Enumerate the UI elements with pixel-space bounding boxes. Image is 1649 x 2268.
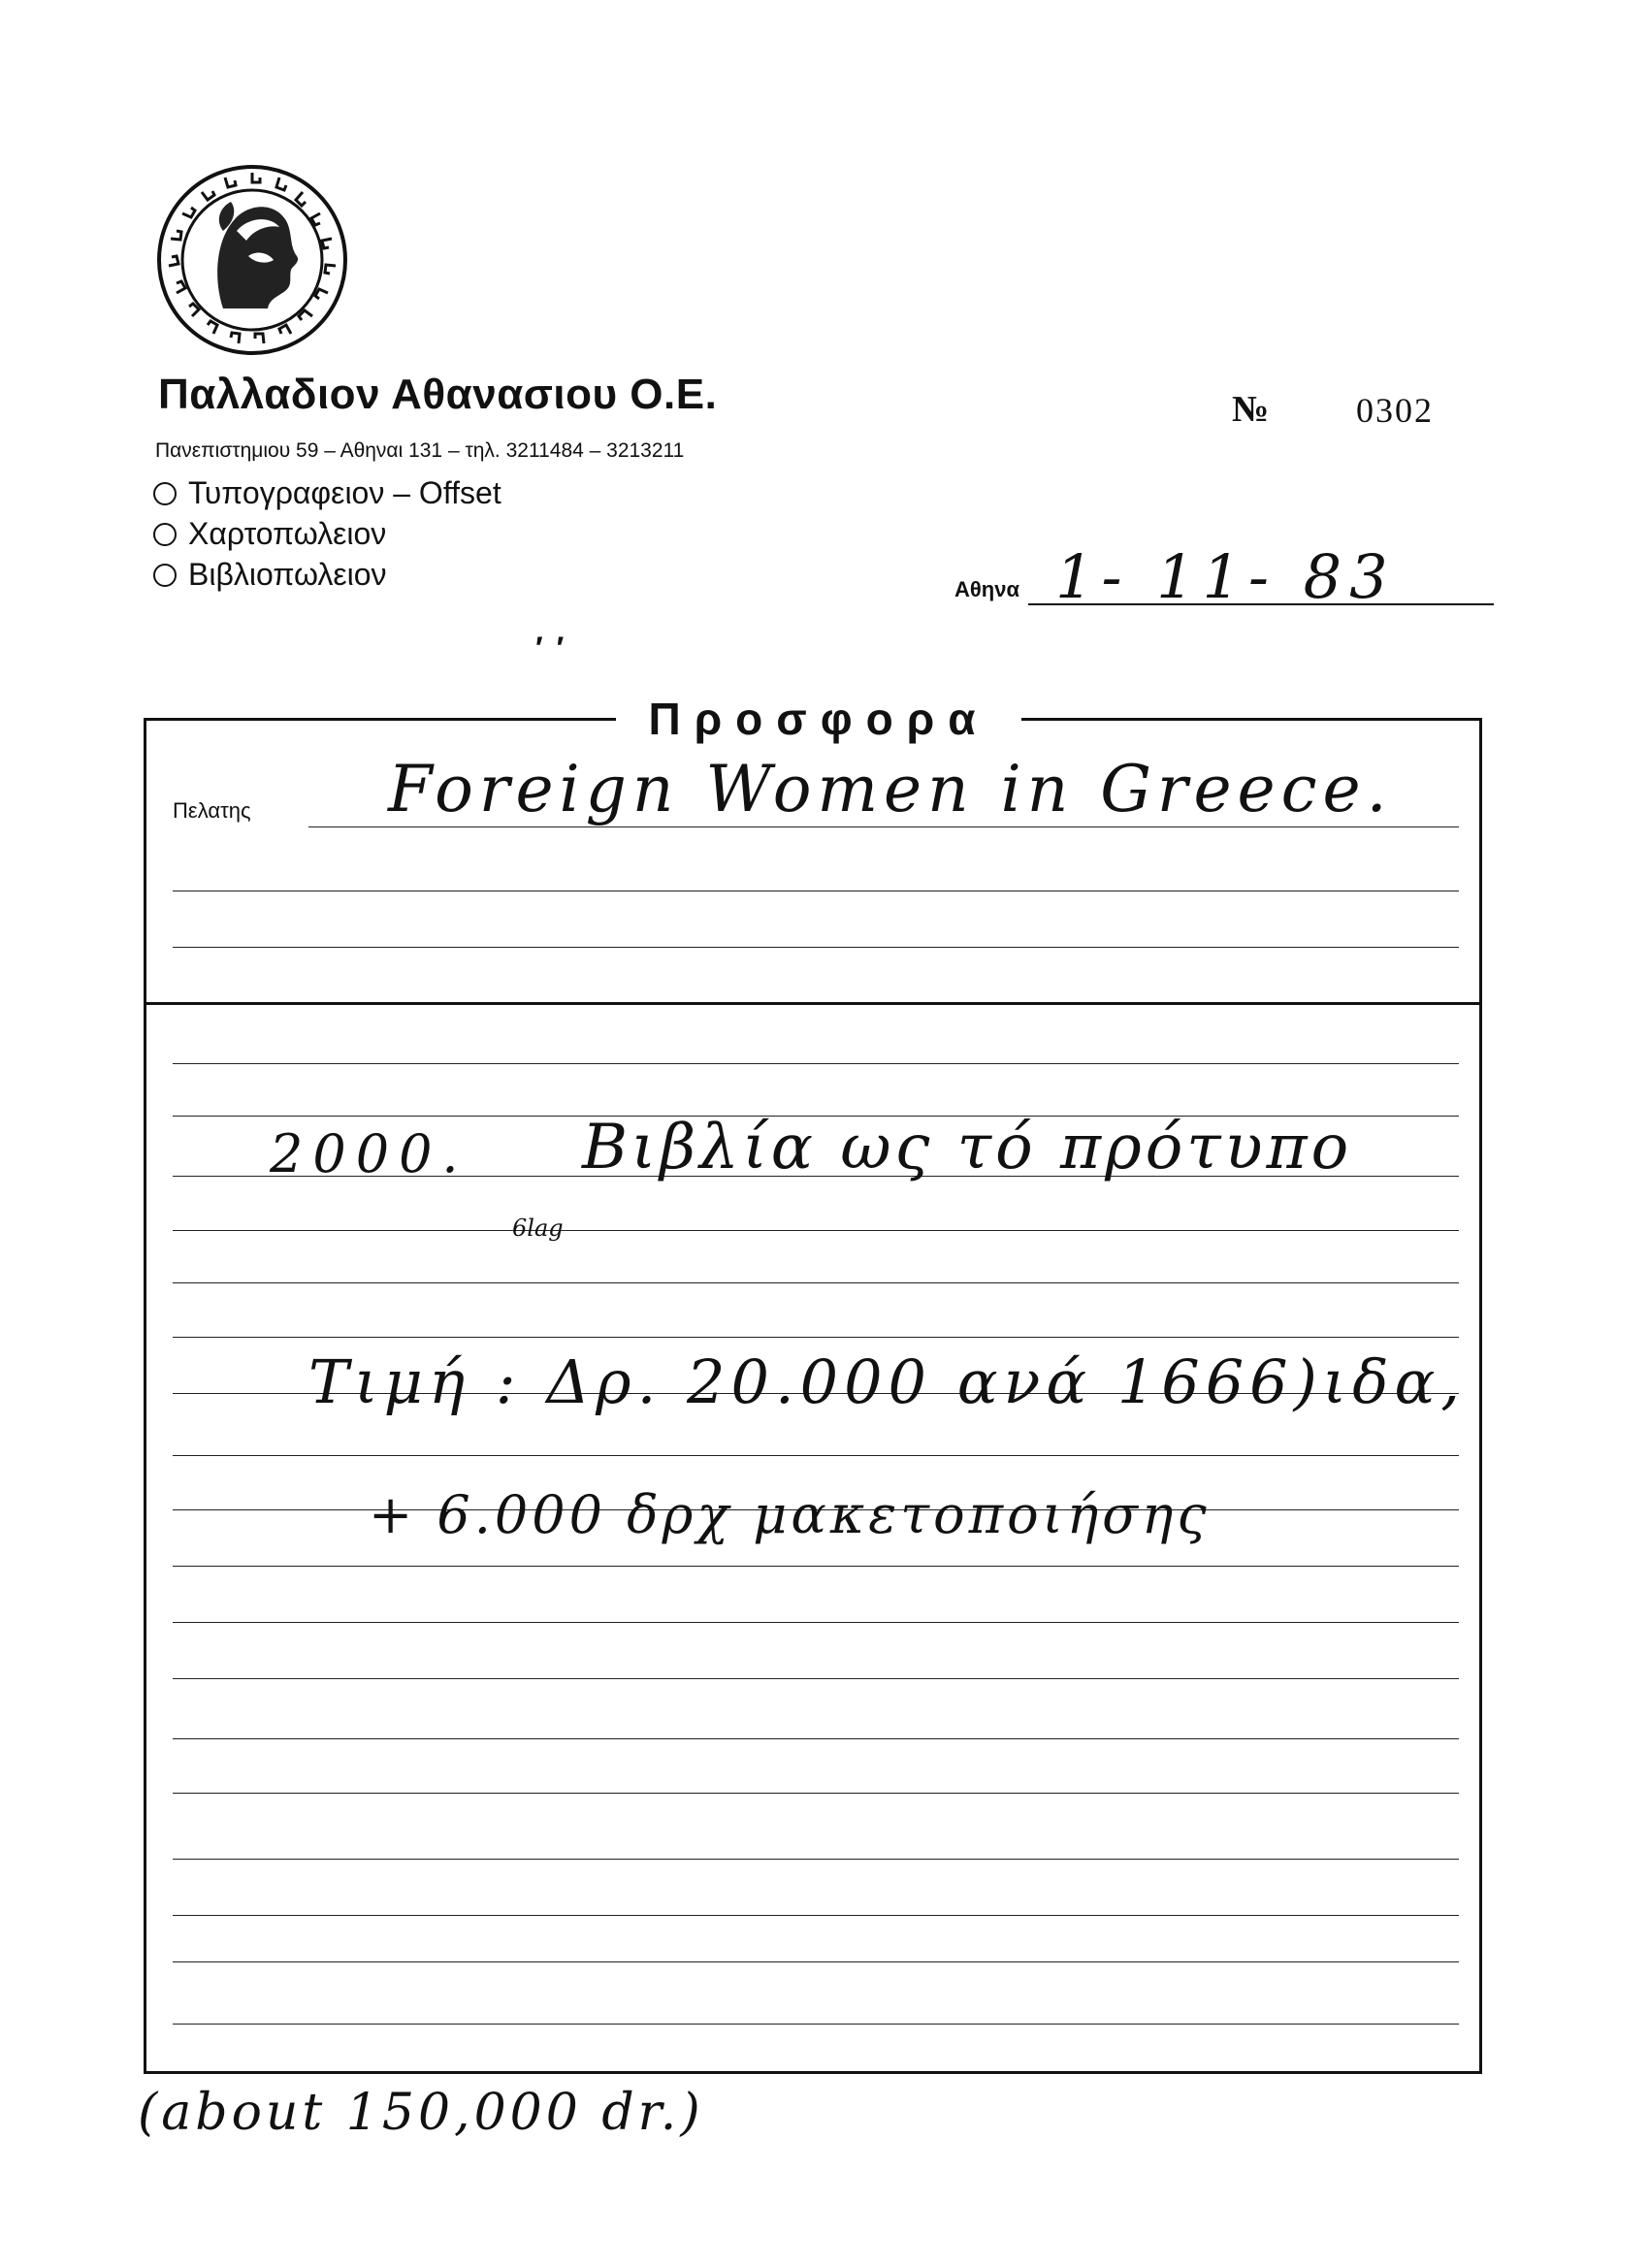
ruled-line	[173, 1793, 1459, 1794]
item-note: 6lag	[512, 1215, 564, 1242]
service-label: Βιβλιοπωλειον	[188, 557, 387, 592]
ruled-line	[173, 1678, 1459, 1679]
service-printing	[153, 475, 501, 511]
ditto-marks: ′′	[535, 631, 578, 665]
ruled-line	[173, 1961, 1459, 1962]
company-name: Παλλαδιον Αθανασιου Ο.Ε.	[158, 371, 718, 418]
company-logo	[155, 163, 349, 357]
ruled-line	[308, 826, 1459, 827]
number-label: №	[1232, 389, 1270, 430]
ruled-line	[173, 1915, 1459, 1916]
ruled-line	[173, 1622, 1459, 1623]
company-address: Πανεπιστημιου 59 – Αθηναι 131 – τηλ. 3211484 – 3213211	[155, 439, 685, 462]
service-stationery	[153, 516, 386, 552]
footnote: (about 150,000 dr.)	[138, 2084, 704, 2142]
ruled-line	[173, 2024, 1459, 2025]
service-label: Τυπογραφειον – Offset	[188, 475, 501, 510]
form-divider	[144, 1002, 1482, 1005]
checkbox-circle-icon	[153, 523, 177, 546]
ruled-line	[173, 1859, 1459, 1860]
ruled-line	[173, 1230, 1459, 1231]
ruled-line	[173, 947, 1459, 948]
extra-cost-line: + 6.000 δρχ μακετοποιήσης	[369, 1484, 1211, 1545]
customer-name: Foreign Women in Greece.	[388, 752, 1393, 826]
ruled-line	[173, 1337, 1459, 1338]
item-description: Βιβλία ως τό πρότυπο	[582, 1112, 1353, 1183]
customer-label: Πελατης	[173, 798, 251, 823]
ruled-line	[173, 1738, 1459, 1739]
checkbox-circle-icon	[153, 482, 177, 505]
checkbox-circle-icon	[153, 564, 177, 587]
service-bookshop	[153, 557, 386, 593]
item-quantity: 2000.	[270, 1123, 469, 1184]
date-label: Αθηνα	[954, 577, 1019, 601]
document-number: 0302	[1356, 391, 1434, 430]
service-label: Χαρτοπωλειον	[188, 516, 387, 551]
ruled-line	[173, 1455, 1459, 1456]
price-line: Τιμή : Δρ. 20.000 ανά 1666)ιδα,	[308, 1346, 1467, 1417]
ruled-line	[173, 1566, 1459, 1567]
ruled-line	[173, 1282, 1459, 1283]
date-value: 1- 11- 83	[1055, 541, 1396, 612]
ruled-line	[173, 1063, 1459, 1064]
form-title: Προσφορα	[648, 694, 989, 744]
